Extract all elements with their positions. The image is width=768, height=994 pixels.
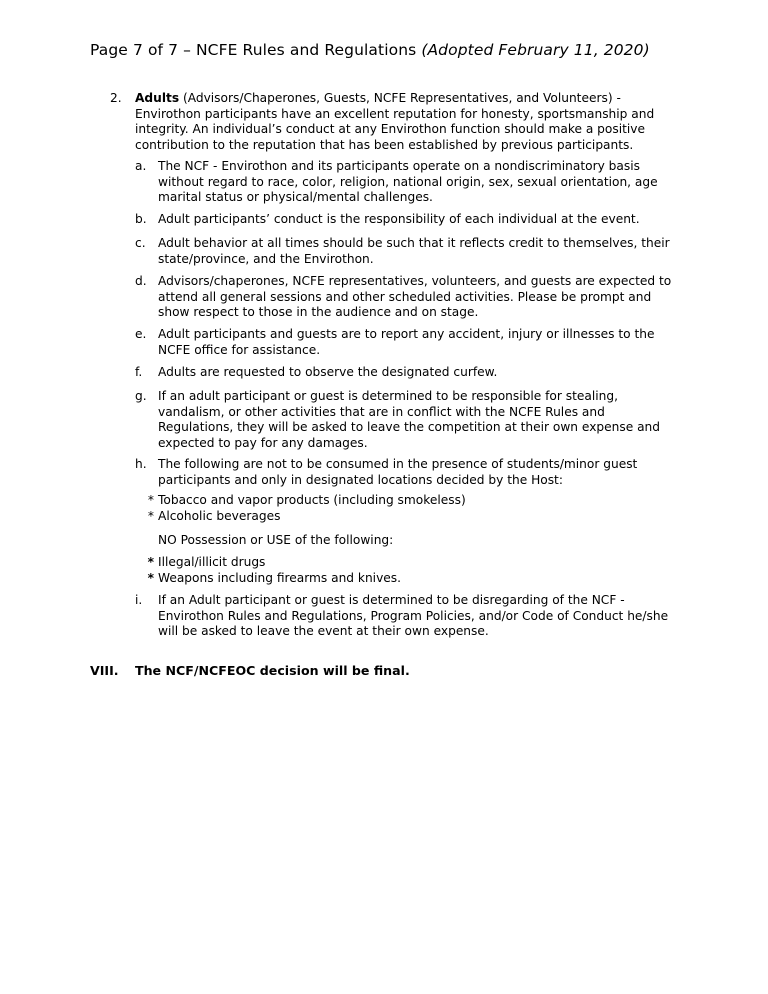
page-header-title: Page 7 of 7 – NCFE Rules and Regulations [90,41,422,59]
bullet-star: * [147,571,154,585]
subitem-h-letter: h. [135,457,147,471]
subitem-i-letter: i. [135,593,143,607]
item-2-label: Adults [135,91,180,105]
subitem-h-text: The following are not to be consumed in the presence of students/minor guest participants and only in designated locations decided by the Host: [158,457,638,487]
subitem-a-text: The NCF - Envirothon and its participants operate on a nondiscriminatory basis without regard to race, color, religion, national origin, sex, sexual orientation, age marital status or physical/mental challenges. [158,159,658,205]
subitem-f-letter: f. [135,365,143,379]
subitem-d-letter: d. [135,274,147,288]
item-2-text: (Advisors/Chaperones, Guests, NCFE Representatives, and Volunteers) - Envirothon participants have an excellent reputation for honesty, sportsmanship and integrity. An individual’s conduct at any Envirothon function should make a positive contribution to the reputation that has been established by previous participants. [135,91,655,152]
page-header [90,41,650,59]
possession-heading: NO Possession or USE of the following: [158,533,394,547]
item-2-number: 2. [110,91,122,105]
bullet-star: * [147,555,154,569]
list-item: Alcoholic beverages [158,509,281,523]
list-item: Weapons including firearms and knives. [158,571,402,585]
subitem-c-text: Adult behavior at all times should be such that it reflects credit to themselves, their state/province, and the Envirothon. [158,236,670,266]
subitem-c-letter: c. [135,236,146,250]
item-2-paragraph [135,91,680,153]
section-viii-numeral: VIII. [90,663,119,678]
subitem-b-text: Adult participants’ conduct is the responsibility of each individual at the event. [158,212,640,226]
bullet-star: * [147,509,154,523]
subitem-b-letter: b. [135,212,147,226]
subitem-f-text: Adults are requested to observe the designated curfew. [158,365,498,379]
subitem-g-letter: g. [135,389,147,403]
subitem-e-text: Adult participants and guests are to report any accident, injury or illnesses to the NCFE office for assistance. [158,327,655,357]
subitem-g-text: If an adult participant or guest is determined to be responsible for stealing, vandalism, or other activities that are in conflict with the NCFE Rules and Regulations, they will be asked to leave the competition at their own expense and expected to pay for any damages. [158,389,661,450]
bullet-star: * [147,493,154,507]
subitem-a-letter: a. [135,159,147,173]
list-item: Illegal/illicit drugs [158,555,266,569]
list-item: Tobacco and vapor products (including smokeless) [158,493,466,507]
subitem-e-letter: e. [135,327,147,341]
adopted-date: (Adopted February 11, 2020) [421,41,650,59]
section-viii-text: The NCF/NCFEOC decision will be final. [135,663,410,678]
subitem-i-text: If an Adult participant or guest is determined to be disregarding of the NCF - Envirothon Rules and Regulations, Program Policies, and/or Code of Conduct he/she will be asked to leave the event at their own expense. [158,593,669,639]
subitem-d-text: Advisors/chaperones, NCFE representatives, volunteers, and guests are expected to attend all general sessions and other scheduled activities. Please be prompt and show respect to those in the audience and on stage. [158,274,672,320]
